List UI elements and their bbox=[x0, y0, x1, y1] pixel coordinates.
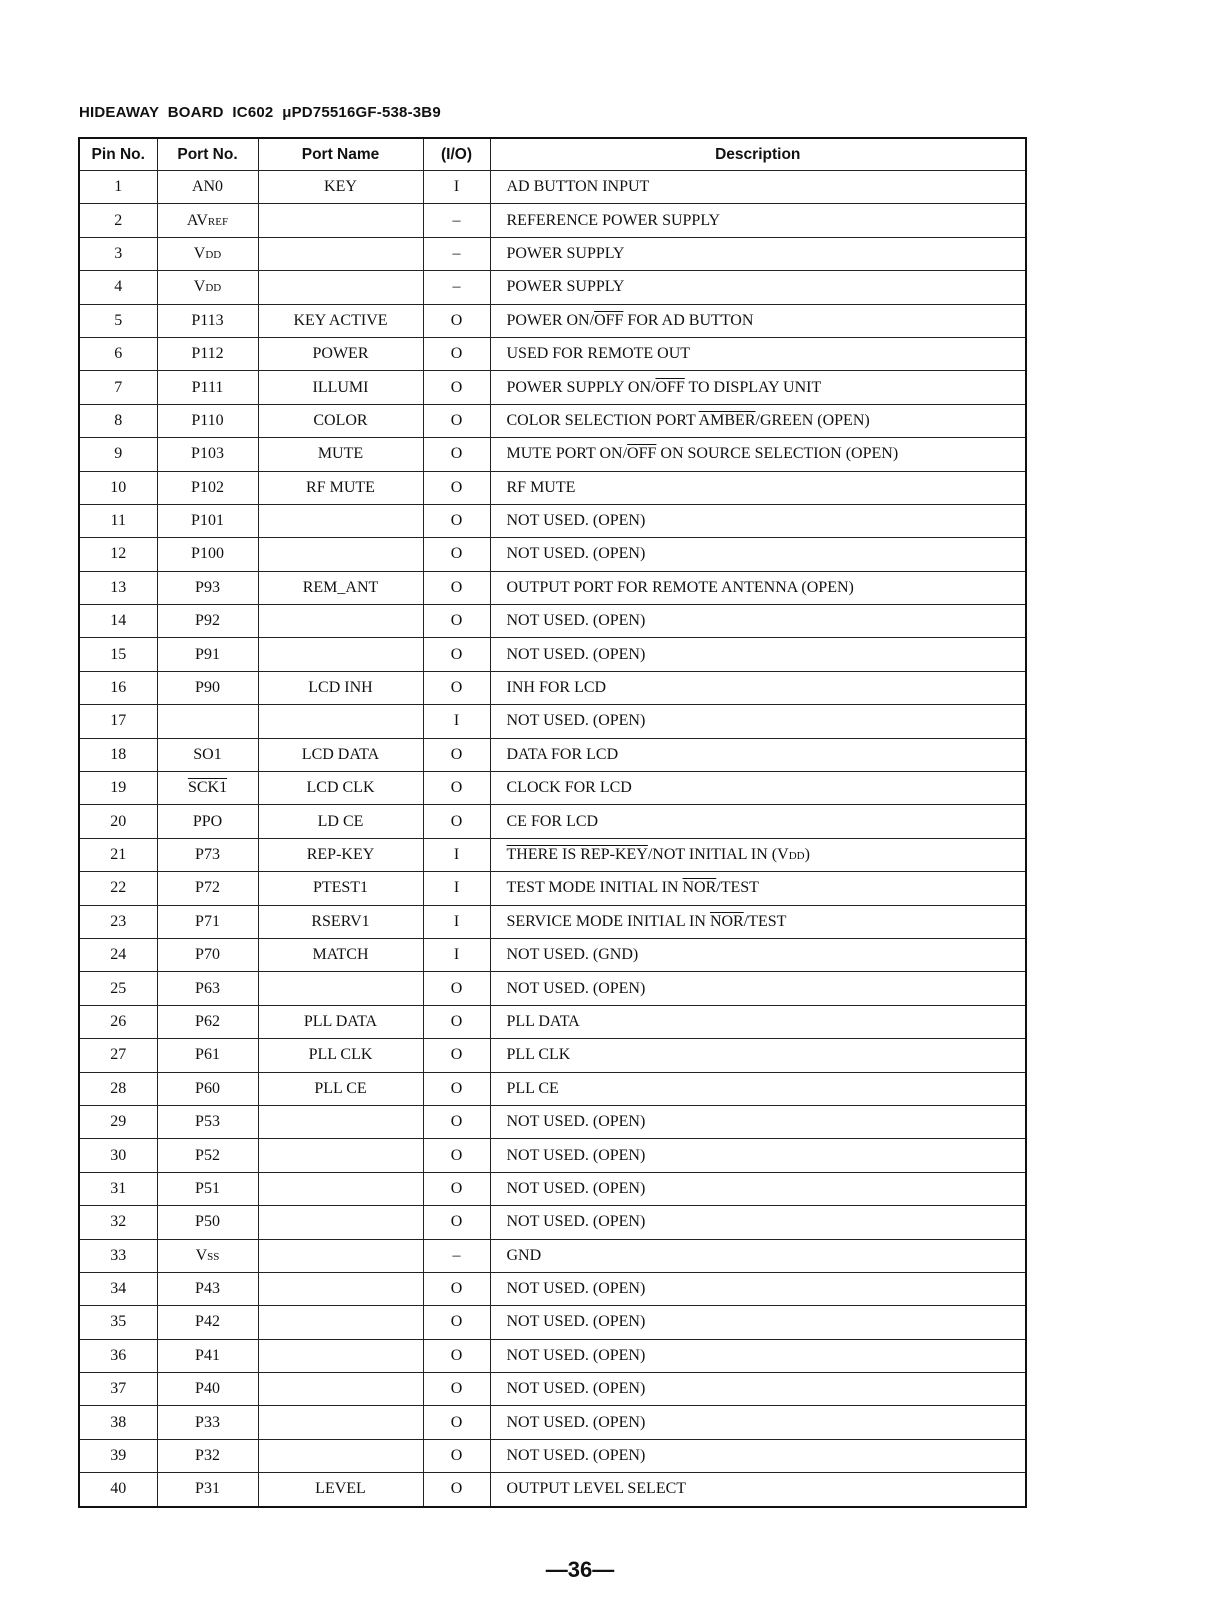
table-header-row bbox=[79, 138, 1026, 171]
table-row bbox=[79, 404, 1026, 437]
port-name-cell: PLL DATA bbox=[258, 1005, 423, 1038]
port-name-cell: LCD INH bbox=[258, 671, 423, 704]
table-row bbox=[79, 838, 1026, 871]
io-cell: I bbox=[423, 872, 490, 905]
port-name-cell bbox=[258, 1439, 423, 1472]
io-cell: O bbox=[423, 1105, 490, 1138]
table-row bbox=[79, 1039, 1026, 1072]
port-no-cell: P92 bbox=[157, 605, 258, 638]
description-cell: CE FOR LCD bbox=[490, 805, 1026, 838]
pin-no-cell: 34 bbox=[79, 1272, 157, 1305]
description-cell: NOT USED. (OPEN) bbox=[490, 1406, 1026, 1439]
table-row bbox=[79, 1206, 1026, 1239]
io-cell: O bbox=[423, 471, 490, 504]
port-name-cell: LCD DATA bbox=[258, 738, 423, 771]
port-name-cell: LCD CLK bbox=[258, 772, 423, 805]
table-row bbox=[79, 738, 1026, 771]
port-name-cell: REP-KEY bbox=[258, 838, 423, 871]
description-cell: PLL CLK bbox=[490, 1039, 1026, 1072]
io-cell: O bbox=[423, 738, 490, 771]
io-cell: O bbox=[423, 304, 490, 337]
io-cell: O bbox=[423, 404, 490, 437]
port-name-cell: PTEST1 bbox=[258, 872, 423, 905]
pin-no-cell: 38 bbox=[79, 1406, 157, 1439]
port-name-cell bbox=[258, 605, 423, 638]
pin-no-cell: 25 bbox=[79, 972, 157, 1005]
port-name-cell bbox=[258, 1339, 423, 1372]
description-cell: REFERENCE POWER SUPPLY bbox=[490, 204, 1026, 237]
table-row bbox=[79, 938, 1026, 971]
table-row bbox=[79, 571, 1026, 604]
port-name-cell: KEY bbox=[258, 171, 423, 204]
pin-no-cell: 3 bbox=[79, 237, 157, 270]
port-no-cell: P91 bbox=[157, 638, 258, 671]
description-cell: USED FOR REMOTE OUT bbox=[490, 337, 1026, 370]
io-cell: I bbox=[423, 938, 490, 971]
table-row bbox=[79, 1105, 1026, 1138]
description-cell: CLOCK FOR LCD bbox=[490, 772, 1026, 805]
pin-no-cell: 20 bbox=[79, 805, 157, 838]
port-no-cell: P42 bbox=[157, 1306, 258, 1339]
description-cell: SERVICE MODE INITIAL IN $\overline{NOR}$/TEST bbox=[490, 905, 1026, 938]
io-cell: O bbox=[423, 504, 490, 537]
table-row bbox=[79, 171, 1026, 204]
description-cell: NOT USED. (OPEN) bbox=[490, 1172, 1026, 1205]
description-cell: INH FOR LCD bbox=[490, 671, 1026, 704]
port-name-cell bbox=[258, 1272, 423, 1305]
description-cell: PLL DATA bbox=[490, 1005, 1026, 1038]
table-row bbox=[79, 1139, 1026, 1172]
io-cell: O bbox=[423, 1406, 490, 1439]
io-cell: O bbox=[423, 671, 490, 704]
port-no-cell: P60 bbox=[157, 1072, 258, 1105]
port-no-cell: PPO bbox=[157, 805, 258, 838]
port-name-cell bbox=[258, 1406, 423, 1439]
port-name-cell: POWER bbox=[258, 337, 423, 370]
io-cell: O bbox=[423, 772, 490, 805]
pin-table bbox=[78, 137, 1027, 1508]
description-cell: NOT USED. (OPEN) bbox=[490, 1105, 1026, 1138]
header-pin-no: Pin No. bbox=[79, 138, 157, 171]
port-name-cell: MATCH bbox=[258, 938, 423, 971]
header-port-no: Port No. bbox=[157, 138, 258, 171]
description-cell: POWER SUPPLY bbox=[490, 271, 1026, 304]
pin-no-cell: 29 bbox=[79, 1105, 157, 1138]
table-row bbox=[79, 271, 1026, 304]
table-row bbox=[79, 1005, 1026, 1038]
description-cell: COLOR SELECTION PORT AMBER/GREEN (OPEN) bbox=[490, 404, 1026, 437]
io-cell: O bbox=[423, 972, 490, 1005]
port-no-cell: P63 bbox=[157, 972, 258, 1005]
description-cell: TEST MODE INITIAL IN $\overline{NOR}$/TEST bbox=[490, 872, 1026, 905]
table-row bbox=[79, 337, 1026, 370]
pin-no-cell: 26 bbox=[79, 1005, 157, 1038]
port-no-cell: P90 bbox=[157, 671, 258, 704]
pin-no-cell: 7 bbox=[79, 371, 157, 404]
description-cell: NOT USED. (OPEN) bbox=[490, 1306, 1026, 1339]
port-no-cell: VSS bbox=[157, 1239, 258, 1272]
pin-no-cell: 33 bbox=[79, 1239, 157, 1272]
pin-no-cell: 37 bbox=[79, 1373, 157, 1406]
io-cell: O bbox=[423, 538, 490, 571]
port-name-cell bbox=[258, 237, 423, 270]
io-cell: O bbox=[423, 337, 490, 370]
pin-no-cell: 35 bbox=[79, 1306, 157, 1339]
table-row bbox=[79, 237, 1026, 270]
pin-no-cell: 1 bbox=[79, 171, 157, 204]
port-no-cell: AN0 bbox=[157, 171, 258, 204]
port-name-cell bbox=[258, 1306, 423, 1339]
port-name-cell: ILLUMI bbox=[258, 371, 423, 404]
port-name-cell: REM_ANT bbox=[258, 571, 423, 604]
io-cell: O bbox=[423, 805, 490, 838]
io-cell: O bbox=[423, 1172, 490, 1205]
io-cell: I bbox=[423, 171, 490, 204]
pin-no-cell: 36 bbox=[79, 1339, 157, 1372]
pin-no-cell: 21 bbox=[79, 838, 157, 871]
description-cell: POWER SUPPLY bbox=[490, 237, 1026, 270]
port-no-cell: P100 bbox=[157, 538, 258, 571]
io-cell: – bbox=[423, 1239, 490, 1272]
io-cell: I bbox=[423, 838, 490, 871]
port-no-cell: P72 bbox=[157, 872, 258, 905]
port-no-cell bbox=[157, 705, 258, 738]
description-cell: AD BUTTON INPUT bbox=[490, 171, 1026, 204]
port-no-cell: P51 bbox=[157, 1172, 258, 1205]
io-cell: I bbox=[423, 705, 490, 738]
port-no-cell: P40 bbox=[157, 1373, 258, 1406]
description-cell: NOT USED. (OPEN) bbox=[490, 1206, 1026, 1239]
pin-no-cell: 17 bbox=[79, 705, 157, 738]
table-row bbox=[79, 1473, 1026, 1507]
pin-no-cell: 11 bbox=[79, 504, 157, 537]
port-no-cell: P70 bbox=[157, 938, 258, 971]
port-name-cell bbox=[258, 972, 423, 1005]
description-cell: OUTPUT PORT FOR REMOTE ANTENNA (OPEN) bbox=[490, 571, 1026, 604]
table-row bbox=[79, 504, 1026, 537]
port-name-cell bbox=[258, 271, 423, 304]
port-no-cell: P61 bbox=[157, 1039, 258, 1072]
table-row bbox=[79, 872, 1026, 905]
port-no-cell: P93 bbox=[157, 571, 258, 604]
port-name-cell bbox=[258, 1172, 423, 1205]
port-no-cell: P43 bbox=[157, 1272, 258, 1305]
table-row bbox=[79, 705, 1026, 738]
port-no-cell: P62 bbox=[157, 1005, 258, 1038]
table-row bbox=[79, 905, 1026, 938]
io-cell: O bbox=[423, 1439, 490, 1472]
table-row bbox=[79, 1272, 1026, 1305]
description-cell: NOT USED. (OPEN) bbox=[490, 638, 1026, 671]
port-no-cell: VDD bbox=[157, 237, 258, 270]
description-cell: NOT USED. (OPEN) bbox=[490, 1439, 1026, 1472]
io-cell: O bbox=[423, 438, 490, 471]
port-name-cell bbox=[258, 1373, 423, 1406]
io-cell: O bbox=[423, 371, 490, 404]
io-cell: O bbox=[423, 605, 490, 638]
pin-no-cell: 10 bbox=[79, 471, 157, 504]
table-row bbox=[79, 1373, 1026, 1406]
pin-no-cell: 32 bbox=[79, 1206, 157, 1239]
port-no-cell: P71 bbox=[157, 905, 258, 938]
port-name-cell bbox=[258, 1139, 423, 1172]
table-row bbox=[79, 304, 1026, 337]
port-name-cell bbox=[258, 1206, 423, 1239]
description-cell: NOT USED. (OPEN) bbox=[490, 972, 1026, 1005]
port-no-cell: AVREF bbox=[157, 204, 258, 237]
io-cell: O bbox=[423, 1139, 490, 1172]
description-cell: NOT USED. (OPEN) bbox=[490, 605, 1026, 638]
document-title: HIDEAWAY BOARD IC602 μPD75516GF-538-3B9 bbox=[79, 104, 441, 121]
port-no-cell: P33 bbox=[157, 1406, 258, 1439]
description-cell: NOT USED. (OPEN) bbox=[490, 1373, 1026, 1406]
io-cell: O bbox=[423, 1272, 490, 1305]
pin-no-cell: 19 bbox=[79, 772, 157, 805]
port-no-cell: P103 bbox=[157, 438, 258, 471]
description-cell: OUTPUT LEVEL SELECT bbox=[490, 1473, 1026, 1507]
pin-no-cell: 18 bbox=[79, 738, 157, 771]
port-no-cell: P112 bbox=[157, 337, 258, 370]
table-row bbox=[79, 1406, 1026, 1439]
description-cell: POWER $ON/\overline{OFF}$ FOR AD BUTTON bbox=[490, 304, 1026, 337]
io-cell: – bbox=[423, 204, 490, 237]
description-cell: NOT USED. (OPEN) bbox=[490, 504, 1026, 537]
header-port-name: Port Name bbox=[258, 138, 423, 171]
pin-no-cell: 14 bbox=[79, 605, 157, 638]
pin-no-cell: 5 bbox=[79, 304, 157, 337]
table-row bbox=[79, 805, 1026, 838]
table-row bbox=[79, 671, 1026, 704]
table-row bbox=[79, 1439, 1026, 1472]
table-row bbox=[79, 371, 1026, 404]
pin-no-cell: 13 bbox=[79, 571, 157, 604]
port-name-cell: KEY ACTIVE bbox=[258, 304, 423, 337]
description-cell: RF MUTE bbox=[490, 471, 1026, 504]
pin-no-cell: 16 bbox=[79, 671, 157, 704]
table-row bbox=[79, 638, 1026, 671]
port-name-cell bbox=[258, 1239, 423, 1272]
port-no-cell: P31 bbox=[157, 1473, 258, 1507]
pin-no-cell: 12 bbox=[79, 538, 157, 571]
io-cell: O bbox=[423, 1039, 490, 1072]
io-cell: I bbox=[423, 905, 490, 938]
table-row bbox=[79, 1339, 1026, 1372]
io-cell: O bbox=[423, 1339, 490, 1372]
table-row bbox=[79, 1172, 1026, 1205]
io-cell: O bbox=[423, 1473, 490, 1507]
port-no-cell: P73 bbox=[157, 838, 258, 871]
header-io: (I/O) bbox=[423, 138, 490, 171]
description-cell: MUTE PORT $ON/\overline{OFF}$ ON SOURCE SELECTION (OPEN) bbox=[490, 438, 1026, 471]
pin-no-cell: 23 bbox=[79, 905, 157, 938]
pin-no-cell: 9 bbox=[79, 438, 157, 471]
pin-no-cell: 24 bbox=[79, 938, 157, 971]
port-name-cell bbox=[258, 204, 423, 237]
table-body bbox=[79, 171, 1026, 1507]
port-name-cell bbox=[258, 1105, 423, 1138]
table-row bbox=[79, 204, 1026, 237]
port-no-cell: P111 bbox=[157, 371, 258, 404]
io-cell: O bbox=[423, 1005, 490, 1038]
port-name-cell bbox=[258, 705, 423, 738]
pin-no-cell: 28 bbox=[79, 1072, 157, 1105]
header-description: Description bbox=[490, 138, 1026, 171]
port-name-cell: PLL CLK bbox=[258, 1039, 423, 1072]
description-cell: PLL CE bbox=[490, 1072, 1026, 1105]
port-no-cell: SO1 bbox=[157, 738, 258, 771]
description-cell: NOT USED. (OPEN) bbox=[490, 1272, 1026, 1305]
pin-no-cell: 30 bbox=[79, 1139, 157, 1172]
pin-no-cell: 27 bbox=[79, 1039, 157, 1072]
page-number: —36— bbox=[545, 1557, 615, 1582]
io-cell: O bbox=[423, 638, 490, 671]
port-no-cell: P101 bbox=[157, 504, 258, 537]
port-name-cell: RSERV1 bbox=[258, 905, 423, 938]
port-no-cell: P102 bbox=[157, 471, 258, 504]
io-cell: O bbox=[423, 1206, 490, 1239]
table-row bbox=[79, 1072, 1026, 1105]
port-name-cell bbox=[258, 638, 423, 671]
table-row bbox=[79, 1306, 1026, 1339]
port-no-cell: P32 bbox=[157, 1439, 258, 1472]
table-row bbox=[79, 972, 1026, 1005]
port-no-cell: SCK1 bbox=[157, 772, 258, 805]
table-row bbox=[79, 605, 1026, 638]
pin-no-cell: 8 bbox=[79, 404, 157, 437]
pin-no-cell: 31 bbox=[79, 1172, 157, 1205]
port-no-cell: P113 bbox=[157, 304, 258, 337]
port-no-cell: P52 bbox=[157, 1139, 258, 1172]
pin-no-cell: 2 bbox=[79, 204, 157, 237]
port-name-cell: MUTE bbox=[258, 438, 423, 471]
io-cell: O bbox=[423, 1306, 490, 1339]
table-row bbox=[79, 1239, 1026, 1272]
description-cell: NOT USED. (GND) bbox=[490, 938, 1026, 971]
table-row bbox=[79, 772, 1026, 805]
io-cell: O bbox=[423, 1373, 490, 1406]
description-cell: NOT USED. (OPEN) bbox=[490, 538, 1026, 571]
pin-no-cell: 39 bbox=[79, 1439, 157, 1472]
description-cell: NOT USED. (OPEN) bbox=[490, 1139, 1026, 1172]
description-cell: DATA FOR LCD bbox=[490, 738, 1026, 771]
io-cell: – bbox=[423, 237, 490, 270]
port-name-cell bbox=[258, 538, 423, 571]
io-cell: – bbox=[423, 271, 490, 304]
description-cell: THERE IS REP-KEY/NOT INITIAL IN (VDD) bbox=[490, 838, 1026, 871]
port-name-cell: LEVEL bbox=[258, 1473, 423, 1507]
pin-no-cell: 4 bbox=[79, 271, 157, 304]
port-name-cell: RF MUTE bbox=[258, 471, 423, 504]
table-row bbox=[79, 471, 1026, 504]
port-no-cell: P41 bbox=[157, 1339, 258, 1372]
description-cell: NOT USED. (OPEN) bbox=[490, 1339, 1026, 1372]
pin-no-cell: 6 bbox=[79, 337, 157, 370]
description-cell: GND bbox=[490, 1239, 1026, 1272]
port-no-cell: P50 bbox=[157, 1206, 258, 1239]
table-row bbox=[79, 438, 1026, 471]
description-cell: NOT USED. (OPEN) bbox=[490, 705, 1026, 738]
io-cell: O bbox=[423, 1072, 490, 1105]
pin-no-cell: 40 bbox=[79, 1473, 157, 1507]
port-name-cell bbox=[258, 504, 423, 537]
port-no-cell: P53 bbox=[157, 1105, 258, 1138]
pin-no-cell: 22 bbox=[79, 872, 157, 905]
port-name-cell: COLOR bbox=[258, 404, 423, 437]
description-cell: POWER SUPPLY $ON/\overline{OFF}$ TO DISPLAY UNIT bbox=[490, 371, 1026, 404]
pin-no-cell: 15 bbox=[79, 638, 157, 671]
table-row bbox=[79, 538, 1026, 571]
port-no-cell: P110 bbox=[157, 404, 258, 437]
port-name-cell: LD CE bbox=[258, 805, 423, 838]
io-cell: O bbox=[423, 571, 490, 604]
port-no-cell: VDD bbox=[157, 271, 258, 304]
port-name-cell: PLL CE bbox=[258, 1072, 423, 1105]
